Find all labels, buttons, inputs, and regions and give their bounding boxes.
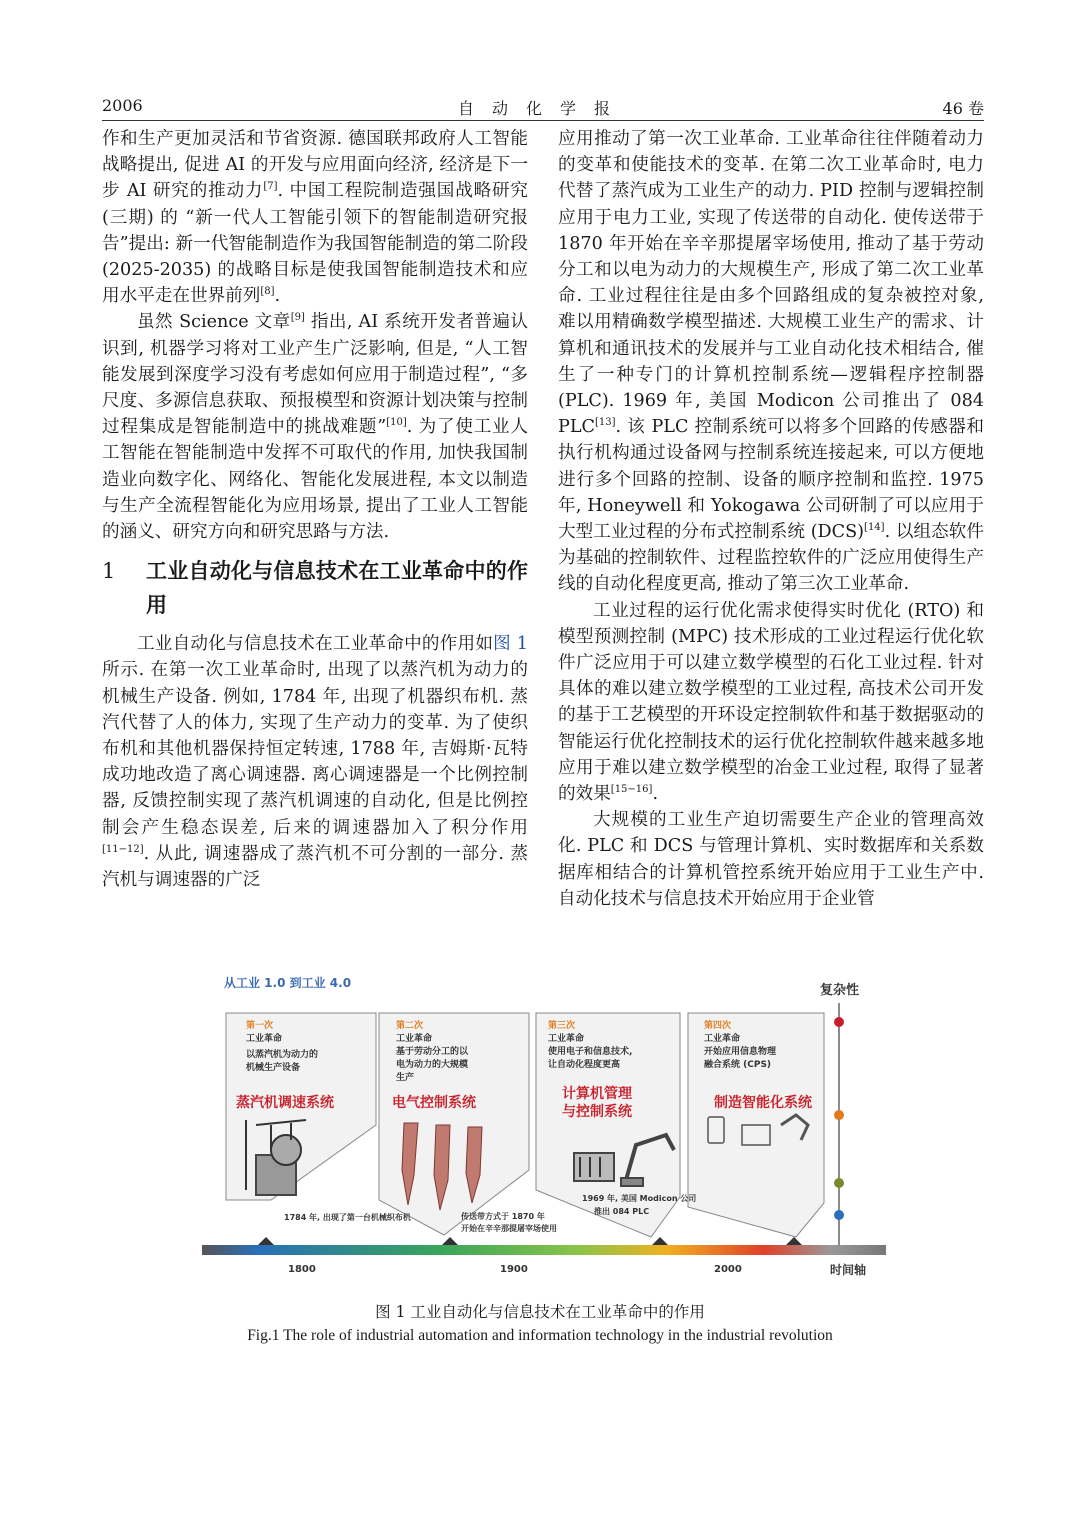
paragraph: 工业过程的运行优化需求使得实时优化 (RTO) 和模型预测控制 (MPC) 技术形成的工业过程运行优化软件广泛应用于可以建立数学模型的石化工业过程. 针对具体的难以建立数学模型的工业过程, 高技术公司开发的基于工艺模型的开环设定控制软件和基于数据驱动的智能运行优化控制技术的运行优化控制软件越来越多地应用于难以建立数学模型的冶金工业过程, 取得了显著的效果[15−16].	[558, 600, 984, 805]
journal-name: 自动化学报	[457, 99, 628, 118]
rev3-ordinal: 第三次	[548, 1021, 576, 1031]
timeline-marker	[258, 1237, 274, 1245]
paragraph: 工业自动化与信息技术在工业革命中的作用如图 1 所示. 在第一次工业革命时, 出现了以蒸汽机为动力的机械生产设备. 例如, 1784 年, 出现了机器织布机. 蒸汽代替了人的体力, 实现了生产动力的变革. 为了使织布机和其他机器保持恒定转速, 1788 年, 吉姆斯·瓦特成功地改造了离心调速器. 离心调速器是一个比例控制器, 反馈控制实现了蒸汽机调速的自动化, 但是比例控制会产生稳态误差, 后来的调速器加入了积分作用[11−12]. 从此, 调速器成了蒸汽机不可分割的一部分. 蒸汽机与调速器的广泛	[102, 634, 528, 891]
rev1-ordinal: 第一次	[246, 1021, 274, 1031]
rev1-name: 工业革命	[246, 1034, 283, 1044]
timeline-marker	[786, 1237, 802, 1245]
time-axis-label: 时间轴	[830, 1263, 867, 1277]
event-1870: 开始在辛辛那提屠宰场使用	[461, 1224, 557, 1233]
citation[interactable]: [10]	[386, 417, 407, 429]
figure-caption-en: Fig.1 The role of industrial automation and information technology in the industrial revolution	[247, 1327, 833, 1344]
rev1-system: 蒸汽机调速系统	[236, 1095, 334, 1111]
citation[interactable]: [11−12]	[102, 844, 144, 856]
left-column	[102, 126, 528, 893]
complexity-marker	[834, 1017, 844, 1027]
section-heading	[102, 554, 528, 622]
paragraph: 虽然 Science 文章[9] 指出, AI 系统开发者普遍认识到, 机器学习将对工业产生广泛影响, 但是, “人工智能发展到深度学习没有考虑如何应用于制造过程”, “多尺度、多源信息获取、预报模型和资源计划决策与控制过程集成是智能制造中的挑战难题”[10]. 为了使工业人工智能在智能制造中发挥不可取代的作用, 加快我国制造业向数字化、网络化、智能化发展进程, 本文以制造与生产全流程智能化为应用场景, 提出了工业人工智能的涵义、研究方向和研究思路与方法.	[102, 312, 529, 543]
right-column	[558, 126, 984, 912]
event-1870: 传送带方式于 1870 年	[461, 1212, 545, 1221]
rev3-system: 计算机管理	[562, 1086, 632, 1102]
citation[interactable]: [14]	[864, 522, 885, 534]
rev4-desc: 开始应用信息物理	[704, 1047, 777, 1057]
complexity-label: 复杂性	[820, 983, 860, 998]
rev3-system: 与控制系统	[562, 1104, 632, 1120]
citation[interactable]: [7]	[263, 181, 278, 193]
paragraph: 作和生产更加灵活和节省资源. 德国联邦政府人工智能战略提出, 促进 AI 的开发与应用面向经济, 经济是下一步 AI 研究的推动力[7]. 中国工程院制造强国战略研究 (三期) 的 “新一代人工智能引领下的智能制造研究报告”提出: 新一代智能制造作为我国智能制造的第二阶段 (2025-2035) 的战略目标是使我国智能制造技术和应用水平走在世界前列[8].	[102, 129, 529, 307]
rev4-ordinal: 第四次	[704, 1021, 732, 1031]
complexity-marker	[834, 1210, 844, 1220]
rev2-desc: 生产	[396, 1073, 415, 1083]
complexity-marker	[834, 1110, 844, 1120]
rev1-desc: 以蒸汽机为动力的	[246, 1050, 319, 1060]
rev2-ordinal: 第二次	[396, 1021, 424, 1031]
paragraph: 大规模的工业生产迫切需要生产企业的管理高效化. PLC 和 DCS 与管理计算机、实时数据库和关系数据库相结合的计算机管控系统开始应用于工业生产中. 自动化技术与信息技术开始应用于企业管	[558, 810, 984, 909]
year-tick: 1900	[500, 1264, 528, 1275]
timeline-bar	[202, 1245, 886, 1255]
year-tick: 1800	[288, 1264, 316, 1275]
citation[interactable]: [15−16]	[610, 784, 653, 796]
rev2-name: 工业革命	[396, 1034, 433, 1044]
rev4-desc: 融合系统 (CPS)	[704, 1060, 772, 1070]
rev4-name: 工业革命	[704, 1034, 741, 1044]
volume: 46 卷	[942, 99, 984, 118]
complexity-marker	[834, 1178, 844, 1188]
rev3-name: 工业革命	[548, 1034, 585, 1044]
event-1784: 1784 年, 出现了第一台机械织布机	[284, 1213, 411, 1222]
event-1969: 1969 年, 美国 Modicon 公司	[582, 1194, 697, 1203]
rev3-desc: 使用电子和信息技术,	[548, 1047, 633, 1057]
figure-title: 从工业 1.0 到工业 4.0	[224, 976, 352, 990]
event-1969: 推出 084 PLC	[594, 1207, 650, 1216]
timeline-marker	[652, 1237, 668, 1245]
year-tick: 2000	[714, 1264, 742, 1275]
rev2-desc: 电为动力的大规模	[396, 1060, 469, 1070]
paragraph: 应用推动了第一次工业革命. 工业革命往往伴随着动力的变革和使能技术的变革. 在第二次工业革命时, 电力代替了蒸汽成为工业生产的动力. PID 控制与逻辑控制应用于电力工业, 实现了传送带的自动化. 使传送带于 1870 年开始在辛辛那提屠宰场使用, 推动了基于劳动分工和以电为动力的大规模生产, 形成了第二次工业革命. 工业过程往往是由多个回路组成的复杂被控对象, 难以用精确数学模型描述. 大规模工业生产的需求、计算机和通讯技术的发展并与工业自动化技术相结合, 催生了一种专门的计算机控制系统—逻辑程序控制器 (PLC). 1969 年, 美国 Modicon 公司推出了 084 PLC[13]. 该 PLC 控制系统可以将多个回路的传感器和执行机构通过设备网与控制系统连接起来, 可以方便地进行多个回路的控制、设备的顺序控制和监控. 1975 年, Honeywell 和 Yokogawa 公司研制了可以应用于大型工业过程的分布式控制系统 (DCS)[14]. 以组态软件为基础的控制软件、过程监控软件的广泛应用使得生产线的自动化程度更高, 推动了第三次工业革命.	[558, 129, 984, 595]
citation[interactable]: [8]	[260, 286, 275, 298]
rev1-desc: 机械生产设备	[246, 1063, 301, 1073]
figure-reference-link[interactable]: 图 1	[493, 634, 528, 655]
rev3-desc: 让自动化程度更高	[548, 1060, 621, 1070]
timeline-marker	[442, 1237, 458, 1245]
page-number: 2006	[102, 96, 143, 115]
rev2-desc: 基于劳动分工的以	[396, 1047, 469, 1057]
figure-industrial-revolutions	[196, 975, 894, 1287]
citation[interactable]: [13]	[594, 417, 616, 429]
figure-caption-cn: 图 1 工业自动化与信息技术在工业革命中的作用	[375, 1303, 705, 1321]
rev4-system: 制造智能化系统	[714, 1095, 812, 1111]
running-header	[102, 96, 984, 121]
section-title: 工业自动化与信息技术在工业革命中的作用	[146, 559, 528, 618]
section-number: 1	[102, 559, 116, 584]
rev2-system: 电气控制系统	[392, 1095, 476, 1111]
citation[interactable]: [9]	[290, 312, 305, 324]
